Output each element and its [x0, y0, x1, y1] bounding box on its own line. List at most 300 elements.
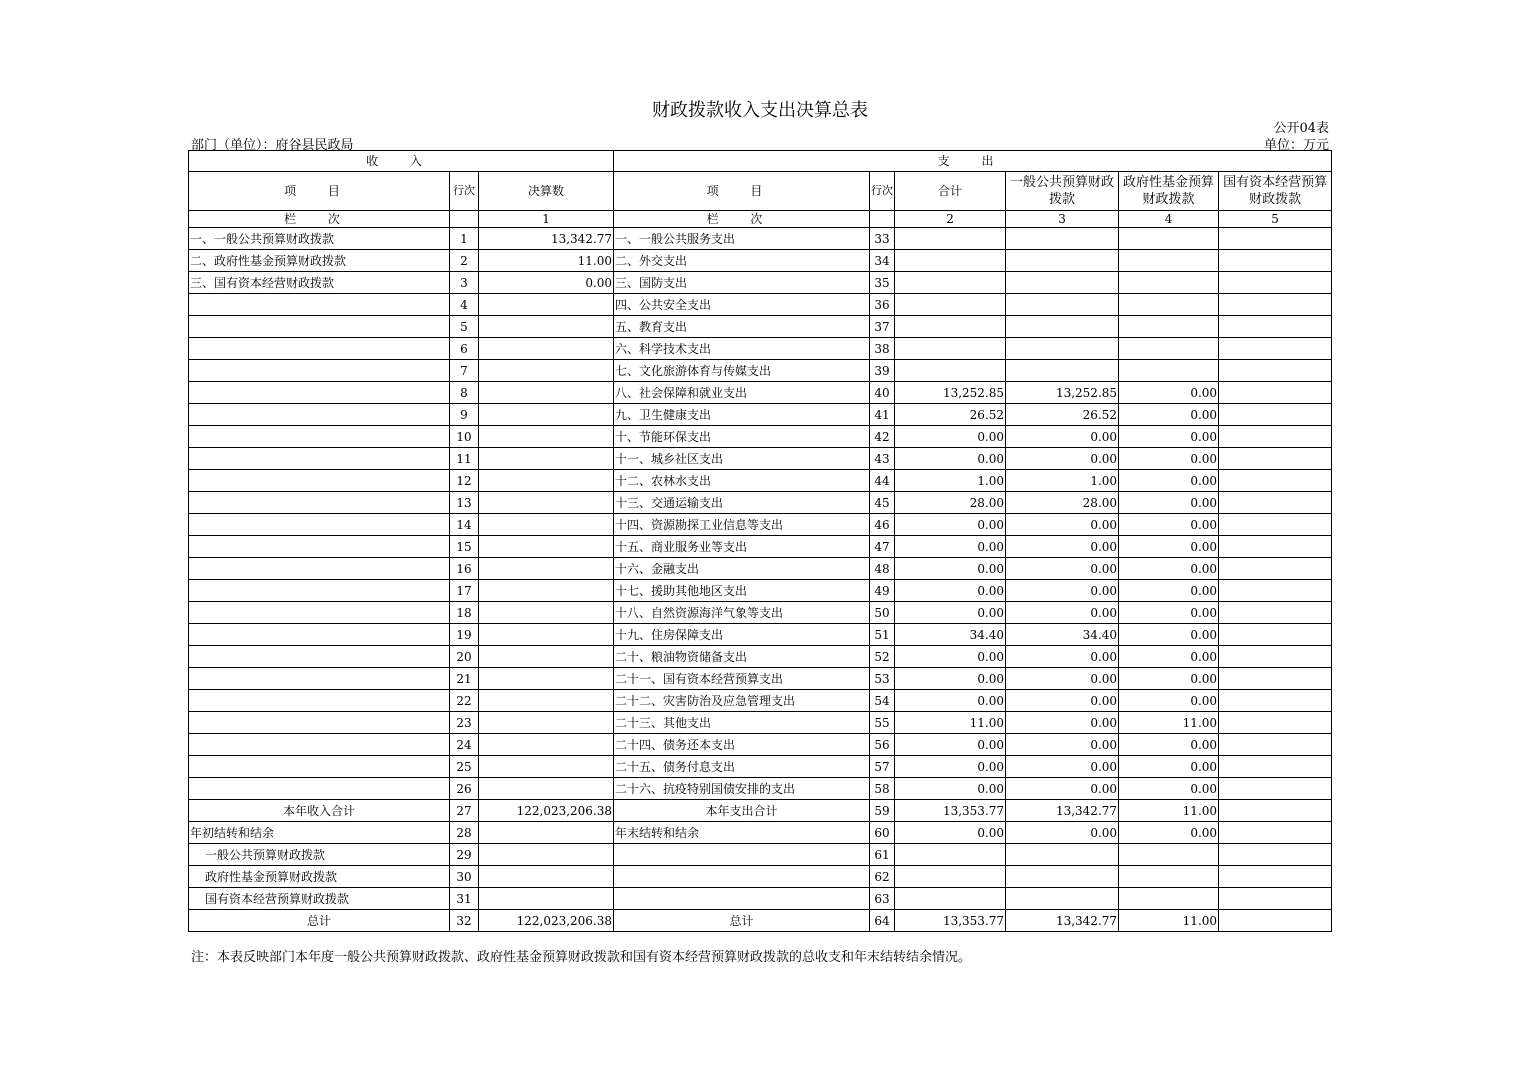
table-row [189, 404, 1332, 426]
income-item-cell: 一、一般公共预算财政拨款 [189, 228, 450, 250]
expense-total-cell: 11.00 [895, 712, 1006, 734]
general-budget-cell: 0.00 [1006, 558, 1119, 580]
income-amount-cell [479, 360, 614, 382]
general-budget-cell [1006, 294, 1119, 316]
table-row [189, 536, 1332, 558]
expense-row-no-cell: 40 [870, 382, 895, 404]
general-budget-cell [1006, 272, 1119, 294]
fund-budget-cell: 0.00 [1119, 426, 1219, 448]
general-budget-cell [1006, 228, 1119, 250]
expense-row-no-cell: 48 [870, 558, 895, 580]
expense-item-cell: 十八、自然资源海洋气象等支出 [614, 602, 870, 624]
table-row [189, 426, 1332, 448]
expense-item-cell: 十六、金融支出 [614, 558, 870, 580]
income-row-no-cell: 23 [450, 712, 479, 734]
fund-budget-cell: 11.00 [1119, 712, 1219, 734]
income-amount-cell [479, 690, 614, 712]
expense-row-no-cell: 45 [870, 492, 895, 514]
column-number-3: 3 [1006, 211, 1119, 228]
expense-row-no-cell: 39 [870, 360, 895, 382]
expense-total-cell: 1.00 [895, 470, 1006, 492]
income-amount-cell [479, 404, 614, 426]
income-row-no-cell: 12 [450, 470, 479, 492]
general-budget-cell [1006, 250, 1119, 272]
header-row-sections [189, 151, 1332, 172]
expense-item-cell [614, 866, 870, 888]
expense-row-no-cell: 43 [870, 448, 895, 470]
income-row-no-cell: 17 [450, 580, 479, 602]
state-capital-cell [1219, 624, 1332, 646]
expense-row-no-cell: 33 [870, 228, 895, 250]
income-row-no-cell: 30 [450, 866, 479, 888]
state-capital-cell [1219, 448, 1332, 470]
state-capital-cell [1219, 492, 1332, 514]
income-item-cell [189, 712, 450, 734]
expense-total-cell: 0.00 [895, 690, 1006, 712]
income-item-cell [189, 338, 450, 360]
expense-total-cell: 0.00 [895, 778, 1006, 800]
state-capital-cell [1219, 558, 1332, 580]
fund-budget-cell: 0.00 [1119, 558, 1219, 580]
income-item-cell [189, 624, 450, 646]
income-item-cell [189, 448, 450, 470]
general-budget-cell [1006, 888, 1119, 910]
expense-item-cell: 二十三、其他支出 [614, 712, 870, 734]
expense-row-no-cell: 53 [870, 668, 895, 690]
expense-row-no-cell: 52 [870, 646, 895, 668]
income-row-no-cell: 28 [450, 822, 479, 844]
income-row-no-cell: 20 [450, 646, 479, 668]
header-row-column-numbers [189, 211, 1332, 228]
table-row [189, 756, 1332, 778]
income-item-cell [189, 690, 450, 712]
general-budget-cell: 0.00 [1006, 734, 1119, 756]
fund-budget-cell: 0.00 [1119, 646, 1219, 668]
income-item-cell: 二、政府性基金预算财政拨款 [189, 250, 450, 272]
income-item-cell [189, 360, 450, 382]
income-amount-cell [479, 338, 614, 360]
income-item-cell [189, 778, 450, 800]
state-capital-cell [1219, 602, 1332, 624]
state-capital-cell [1219, 536, 1332, 558]
carry-row [189, 888, 1332, 910]
state-capital-cell [1219, 316, 1332, 338]
income-amount-cell: 0.00 [479, 272, 614, 294]
income-amount-cell [479, 514, 614, 536]
table-row [189, 250, 1332, 272]
income-item-cell: 总计 [189, 910, 450, 932]
general-budget-header: 一般公共预算财政拨款 [1006, 172, 1119, 211]
state-capital-cell [1219, 800, 1332, 822]
expense-total-cell: 13,353.77 [895, 910, 1006, 932]
expense-item-cell: 十九、住房保障支出 [614, 624, 870, 646]
income-row-no-cell: 10 [450, 426, 479, 448]
expense-item-cell [614, 888, 870, 910]
income-item-cell [189, 734, 450, 756]
general-budget-cell [1006, 866, 1119, 888]
income-item-cell [189, 316, 450, 338]
fund-budget-cell: 11.00 [1119, 800, 1219, 822]
state-capital-cell [1219, 382, 1332, 404]
state-capital-cell [1219, 514, 1332, 536]
income-amount-cell [479, 426, 614, 448]
fund-budget-cell: 11.00 [1119, 910, 1219, 932]
expense-item-cell: 年末结转和结余 [614, 822, 870, 844]
total-header: 合计 [895, 172, 1006, 211]
expense-item-cell: 十三、交通运输支出 [614, 492, 870, 514]
expense-row-no-cell: 50 [870, 602, 895, 624]
fund-budget-cell [1119, 844, 1219, 866]
carry-row [189, 822, 1332, 844]
state-capital-cell [1219, 250, 1332, 272]
expense-row-no-cell: 42 [870, 426, 895, 448]
expense-item-cell: 四、公共安全支出 [614, 294, 870, 316]
expense-row-no-cell: 61 [870, 844, 895, 866]
page-title: 财政拨款收入支出决算总表 [652, 100, 868, 121]
expense-total-cell [895, 888, 1006, 910]
income-item-cell [189, 404, 450, 426]
table-row [189, 712, 1332, 734]
expense-item-cell: 八、社会保障和就业支出 [614, 382, 870, 404]
expense-total-cell [895, 272, 1006, 294]
fund-budget-cell [1119, 272, 1219, 294]
expense-item-cell: 五、教育支出 [614, 316, 870, 338]
table-row [189, 228, 1332, 250]
table-row [189, 558, 1332, 580]
fund-budget-cell [1119, 338, 1219, 360]
income-amount-cell [479, 624, 614, 646]
fund-budget-cell: 0.00 [1119, 602, 1219, 624]
expense-total-cell [895, 250, 1006, 272]
income-item-cell [189, 646, 450, 668]
footnote: 注：本表反映部门本年度一般公共预算财政拨款、政府性基金预算财政拨款和国有资本经营预算财政拨款的总收支和年末结转结余情况。 [191, 950, 972, 965]
column-number-5: 5 [1219, 211, 1332, 228]
general-budget-cell [1006, 844, 1119, 866]
expense-item-cell: 十一、城乡社区支出 [614, 448, 870, 470]
income-row-no-cell: 3 [450, 272, 479, 294]
income-amount-cell [479, 448, 614, 470]
fund-budget-cell [1119, 250, 1219, 272]
expense-row-no-cell: 58 [870, 778, 895, 800]
fund-budget-header: 政府性基金预算财政拨款 [1119, 172, 1219, 211]
form-code: 公开04表 [1273, 121, 1329, 136]
state-capital-cell [1219, 294, 1332, 316]
income-amount-cell [479, 536, 614, 558]
income-item-cell [189, 602, 450, 624]
expense-item-cell: 二十二、灾害防治及应急管理支出 [614, 690, 870, 712]
income-item-cell: 年初结转和结余 [189, 822, 450, 844]
expense-item-cell: 总计 [614, 910, 870, 932]
income-row-no-cell: 22 [450, 690, 479, 712]
state-capital-cell [1219, 822, 1332, 844]
income-column-label: 栏 次 [189, 211, 450, 228]
income-amount-cell [479, 778, 614, 800]
income-amount-cell [479, 756, 614, 778]
income-item-cell [189, 536, 450, 558]
income-item-cell [189, 294, 450, 316]
expense-item-cell: 本年支出合计 [614, 800, 870, 822]
income-amount-cell [479, 382, 614, 404]
blank-cell [450, 211, 479, 228]
final-amount-header: 决算数 [479, 172, 614, 211]
expense-total-cell [895, 316, 1006, 338]
column-number-1: 1 [479, 211, 614, 228]
fund-budget-cell: 0.00 [1119, 624, 1219, 646]
expense-total-cell: 0.00 [895, 756, 1006, 778]
general-budget-cell: 26.52 [1006, 404, 1119, 426]
expense-item-cell: 二、外交支出 [614, 250, 870, 272]
expense-row-no-cell: 36 [870, 294, 895, 316]
state-capital-cell [1219, 470, 1332, 492]
expense-item-cell: 九、卫生健康支出 [614, 404, 870, 426]
income-row-no-cell: 25 [450, 756, 479, 778]
expense-total-cell: 0.00 [895, 448, 1006, 470]
table-row [189, 316, 1332, 338]
expense-row-no-cell: 60 [870, 822, 895, 844]
income-item-cell [189, 668, 450, 690]
state-capital-cell [1219, 734, 1332, 756]
expense-item-cell: 三、国防支出 [614, 272, 870, 294]
expense-total-cell [895, 866, 1006, 888]
income-row-no-cell: 13 [450, 492, 479, 514]
table-row [189, 624, 1332, 646]
table-row [189, 514, 1332, 536]
general-budget-cell: 0.00 [1006, 668, 1119, 690]
expense-item-cell: 一、一般公共服务支出 [614, 228, 870, 250]
column-number-4: 4 [1119, 211, 1219, 228]
general-budget-cell: 13,342.77 [1006, 800, 1119, 822]
general-budget-cell: 0.00 [1006, 712, 1119, 734]
income-row-no-cell: 19 [450, 624, 479, 646]
blank-cell [870, 211, 895, 228]
state-capital-cell [1219, 910, 1332, 932]
fund-budget-cell [1119, 360, 1219, 382]
general-budget-cell: 0.00 [1006, 514, 1119, 536]
state-capital-cell [1219, 756, 1332, 778]
income-row-no-cell: 15 [450, 536, 479, 558]
state-capital-cell [1219, 646, 1332, 668]
expense-item-cell: 十二、农林水支出 [614, 470, 870, 492]
general-budget-cell: 0.00 [1006, 756, 1119, 778]
expense-total-cell: 0.00 [895, 426, 1006, 448]
expense-item-cell: 十五、商业服务业等支出 [614, 536, 870, 558]
income-item-cell [189, 756, 450, 778]
year-total-row [189, 800, 1332, 822]
income-amount-cell [479, 316, 614, 338]
income-amount-cell: 13,342.77 [479, 228, 614, 250]
fund-budget-cell: 0.00 [1119, 734, 1219, 756]
fund-budget-cell [1119, 866, 1219, 888]
expense-item-cell: 十四、资源勘探工业信息等支出 [614, 514, 870, 536]
expense-total-cell: 13,252.85 [895, 382, 1006, 404]
expense-item-cell: 二十一、国有资本经营预算支出 [614, 668, 870, 690]
income-row-no-cell: 24 [450, 734, 479, 756]
budget-table [188, 150, 1332, 932]
grand-total-row [189, 910, 1332, 932]
general-budget-cell: 13,342.77 [1006, 910, 1119, 932]
income-item-cell: 三、国有资本经营财政拨款 [189, 272, 450, 294]
column-number-2: 2 [895, 211, 1006, 228]
fund-budget-cell [1119, 888, 1219, 910]
state-capital-cell [1219, 844, 1332, 866]
income-item-cell [189, 470, 450, 492]
income-row-no-cell: 29 [450, 844, 479, 866]
table-row [189, 272, 1332, 294]
expense-row-no-cell: 55 [870, 712, 895, 734]
unit-label: 单位：万元 [1263, 138, 1329, 153]
table-row [189, 668, 1332, 690]
expense-column-label: 栏 次 [614, 211, 870, 228]
expense-row-no-header: 行次 [870, 172, 895, 211]
income-amount-cell [479, 888, 614, 910]
general-budget-cell [1006, 338, 1119, 360]
expense-item-header: 项 目 [614, 172, 870, 211]
income-row-no-cell: 32 [450, 910, 479, 932]
expense-item-cell: 十、节能环保支出 [614, 426, 870, 448]
general-budget-cell: 13,252.85 [1006, 382, 1119, 404]
general-budget-cell: 0.00 [1006, 822, 1119, 844]
expense-row-no-cell: 49 [870, 580, 895, 602]
expense-total-cell: 0.00 [895, 668, 1006, 690]
fund-budget-cell: 0.00 [1119, 470, 1219, 492]
general-budget-cell: 0.00 [1006, 646, 1119, 668]
income-row-no-cell: 5 [450, 316, 479, 338]
fund-budget-cell [1119, 228, 1219, 250]
income-amount-cell [479, 734, 614, 756]
state-capital-cell [1219, 404, 1332, 426]
income-amount-cell [479, 668, 614, 690]
expense-total-cell: 0.00 [895, 822, 1006, 844]
income-row-no-cell: 26 [450, 778, 479, 800]
income-item-cell [189, 426, 450, 448]
expense-row-no-cell: 59 [870, 800, 895, 822]
state-capital-cell [1219, 228, 1332, 250]
fund-budget-cell: 0.00 [1119, 778, 1219, 800]
income-row-no-cell: 2 [450, 250, 479, 272]
state-capital-cell [1219, 778, 1332, 800]
income-amount-cell [479, 580, 614, 602]
fund-budget-cell [1119, 294, 1219, 316]
expense-row-no-cell: 51 [870, 624, 895, 646]
fund-budget-cell: 0.00 [1119, 492, 1219, 514]
income-amount-cell: 122,023,206.38 [479, 910, 614, 932]
expense-total-cell: 0.00 [895, 580, 1006, 602]
expense-total-cell: 0.00 [895, 536, 1006, 558]
income-row-no-cell: 11 [450, 448, 479, 470]
fund-budget-cell: 0.00 [1119, 822, 1219, 844]
table-row [189, 646, 1332, 668]
fund-budget-cell: 0.00 [1119, 690, 1219, 712]
table-row [189, 470, 1332, 492]
fund-budget-cell: 0.00 [1119, 756, 1219, 778]
carry-row [189, 866, 1332, 888]
income-row-no-cell: 14 [450, 514, 479, 536]
expense-item-cell: 十七、援助其他地区支出 [614, 580, 870, 602]
table-row [189, 294, 1332, 316]
income-row-no-cell: 7 [450, 360, 479, 382]
income-row-no-cell: 8 [450, 382, 479, 404]
income-item-cell [189, 382, 450, 404]
general-budget-cell: 0.00 [1006, 778, 1119, 800]
expense-row-no-cell: 56 [870, 734, 895, 756]
expense-row-no-cell: 46 [870, 514, 895, 536]
general-budget-cell: 0.00 [1006, 602, 1119, 624]
state-capital-cell [1219, 866, 1332, 888]
fund-budget-cell: 0.00 [1119, 580, 1219, 602]
general-budget-cell: 0.00 [1006, 690, 1119, 712]
state-capital-header: 国有资本经营预算财政拨款 [1219, 172, 1332, 211]
income-amount-cell [479, 602, 614, 624]
expense-row-no-cell: 34 [870, 250, 895, 272]
expense-row-no-cell: 44 [870, 470, 895, 492]
fund-budget-cell: 0.00 [1119, 382, 1219, 404]
income-header: 收 入 [189, 151, 614, 172]
expense-row-no-cell: 37 [870, 316, 895, 338]
general-budget-cell: 0.00 [1006, 426, 1119, 448]
expense-row-no-cell: 54 [870, 690, 895, 712]
header-row-columns [189, 172, 1332, 211]
expense-total-cell: 0.00 [895, 734, 1006, 756]
expense-total-cell [895, 294, 1006, 316]
expense-item-cell: 七、文化旅游体育与传媒支出 [614, 360, 870, 382]
income-item-cell [189, 514, 450, 536]
income-amount-cell [479, 822, 614, 844]
income-amount-cell [479, 712, 614, 734]
expense-item-cell: 二十五、债务付息支出 [614, 756, 870, 778]
table-row [189, 602, 1332, 624]
expense-item-cell: 二十六、抗疫特别国债安排的支出 [614, 778, 870, 800]
table-row [189, 338, 1332, 360]
expense-total-cell: 28.00 [895, 492, 1006, 514]
general-budget-cell: 28.00 [1006, 492, 1119, 514]
income-amount-cell [479, 844, 614, 866]
table-row [189, 690, 1332, 712]
income-row-no-cell: 27 [450, 800, 479, 822]
expense-total-cell: 0.00 [895, 646, 1006, 668]
expense-item-cell: 六、科学技术支出 [614, 338, 870, 360]
income-row-no-cell: 31 [450, 888, 479, 910]
department-label: 部门（单位）：府谷县民政局 [191, 138, 354, 153]
fund-budget-cell [1119, 316, 1219, 338]
general-budget-cell: 0.00 [1006, 448, 1119, 470]
expense-total-cell [895, 228, 1006, 250]
carry-row [189, 844, 1332, 866]
expense-item-cell: 二十四、债务还本支出 [614, 734, 870, 756]
general-budget-cell: 34.40 [1006, 624, 1119, 646]
income-item-cell: 国有资本经营预算财政拨款 [189, 888, 450, 910]
expense-row-no-cell: 63 [870, 888, 895, 910]
income-row-no-cell: 18 [450, 602, 479, 624]
expense-total-cell: 0.00 [895, 514, 1006, 536]
income-row-no-cell: 9 [450, 404, 479, 426]
state-capital-cell [1219, 338, 1332, 360]
general-budget-cell [1006, 360, 1119, 382]
income-row-no-cell: 16 [450, 558, 479, 580]
income-item-cell [189, 580, 450, 602]
fund-budget-cell: 0.00 [1119, 668, 1219, 690]
expense-row-no-cell: 47 [870, 536, 895, 558]
table-row [189, 360, 1332, 382]
general-budget-cell [1006, 316, 1119, 338]
table-row [189, 448, 1332, 470]
expense-row-no-cell: 41 [870, 404, 895, 426]
expense-item-cell [614, 844, 870, 866]
table-row [189, 580, 1332, 602]
expense-row-no-cell: 64 [870, 910, 895, 932]
expense-total-cell [895, 360, 1006, 382]
fund-budget-cell: 0.00 [1119, 404, 1219, 426]
income-amount-cell [479, 866, 614, 888]
